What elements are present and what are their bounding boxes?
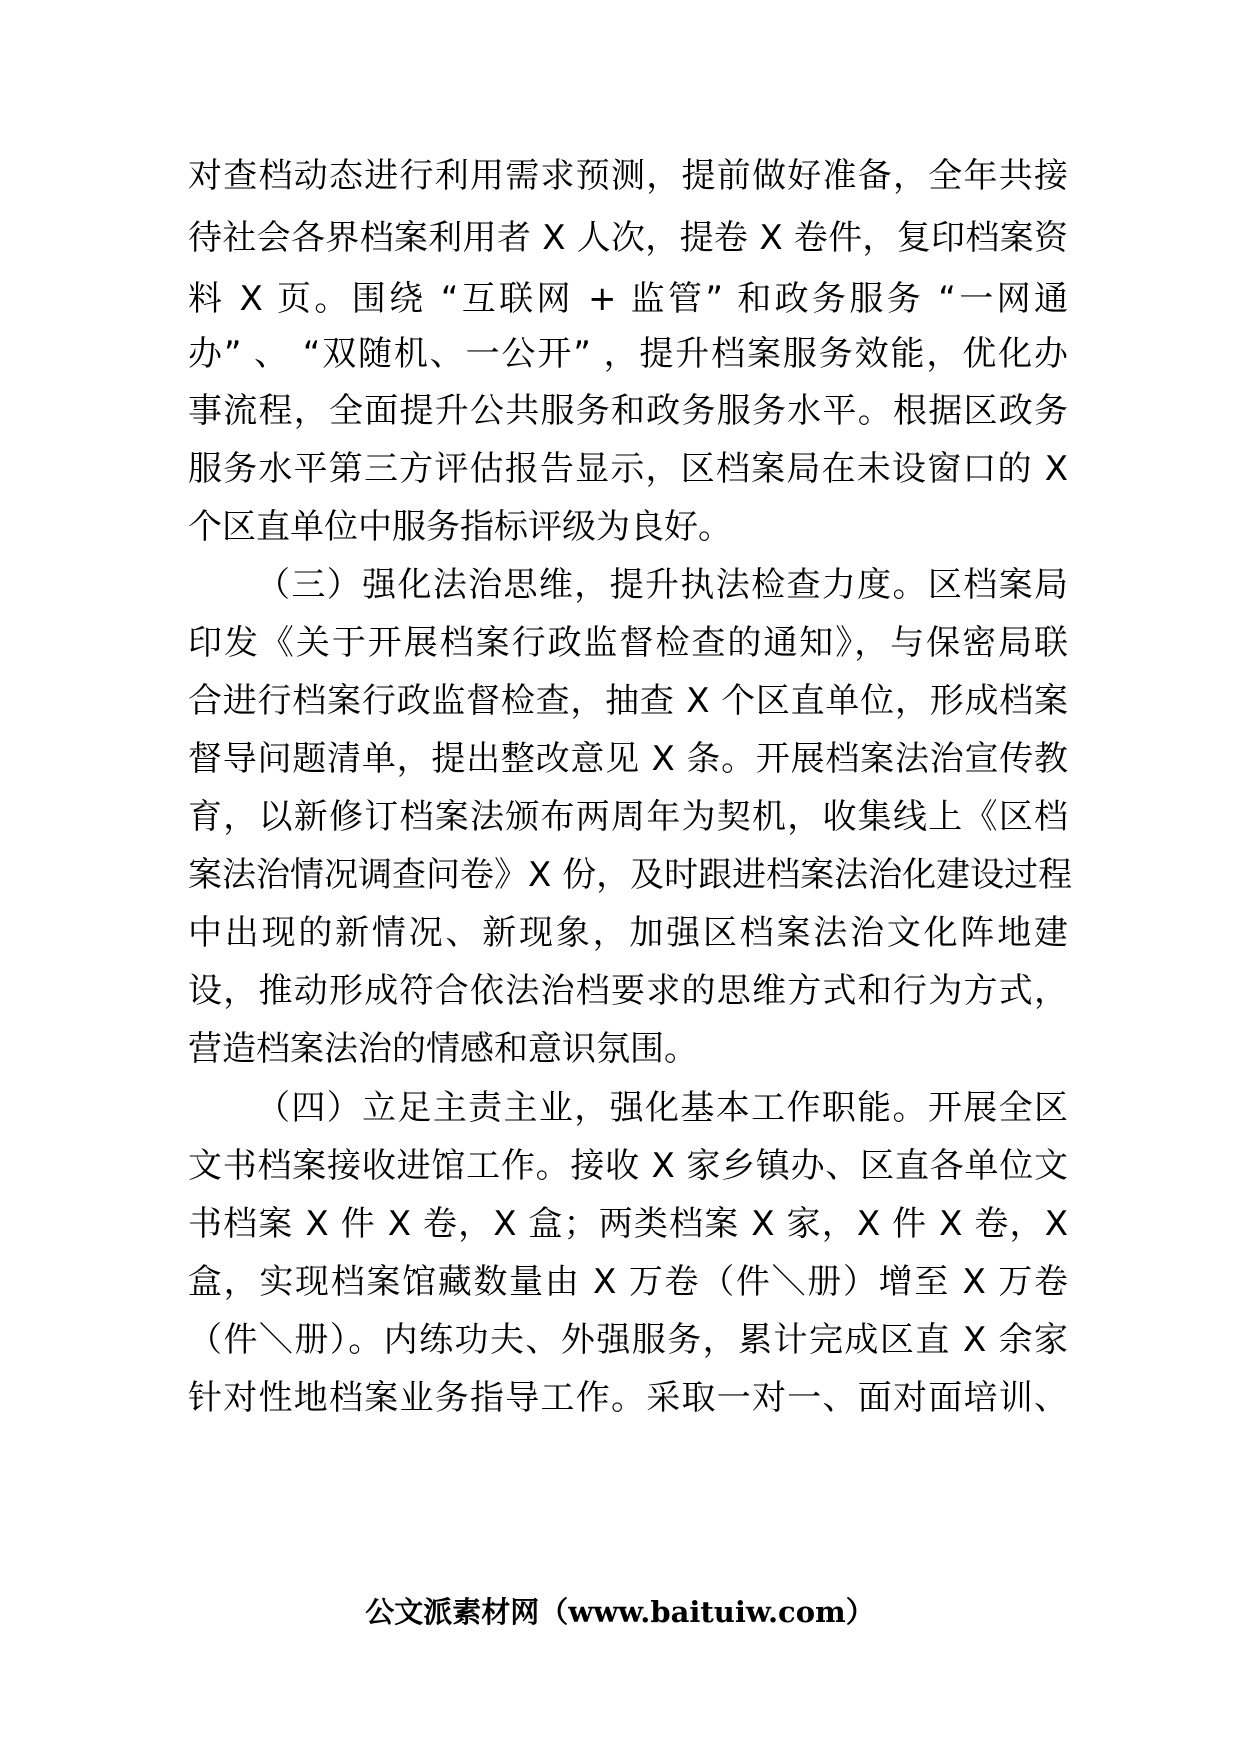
paragraph-3-line-5: （件＼册）。内练功夫、外强服务，累计完成区直 X 余家: [188, 1320, 1068, 1360]
paragraph-1-line-1: 对查档动态进行利用需求预测，提前做好准备，全年共接: [188, 156, 1068, 196]
paragraph-2-line-6: 案法治情况调查问卷》X 份，及时跟进档案法治化建设过程: [188, 855, 1073, 895]
paragraph-1-line-5: 事流程，全面提升公共服务和政务服务水平。根据区政务: [188, 391, 1068, 431]
paragraph-1-line-7: 个区直单位中服务指标评级为良好。: [188, 507, 732, 547]
paragraph-2-line-5: 育，以新修订档案法颁布两周年为契机，收集线上《区档: [188, 797, 1068, 837]
paragraph-3-line-4: 盒，实现档案馆藏数量由 X 万卷（件＼册）增至 X 万卷: [188, 1262, 1068, 1302]
paragraph-2-line-1: （三）强化法治思维，提升执法检查力度。区档案局: [256, 565, 1068, 605]
paragraph-2-line-2: 印发《关于开展档案行政监督检查的通知》，与保密局联: [188, 623, 1068, 663]
paragraph-2-line-4: 督导问题清单，提出整改意见 X 条。开展档案法治宣传教: [188, 739, 1068, 779]
footer-source-text: 公文派素材网（www.baituiw.com）: [365, 1595, 875, 1629]
paragraph-3-line-2: 文书档案接收进馆工作。接收 X 家乡镇办、区直各单位文: [188, 1146, 1068, 1186]
paragraph-1-line-2: 待社会各界档案利用者 X 人次，提卷 X 卷件，复印档案资: [188, 218, 1068, 258]
paragraph-1-line-6: 服务水平第三方评估报告显示，区档案局在未设窗口的 X: [188, 449, 1068, 489]
paragraph-2-line-8: 设，推动形成符合依法治档要求的思维方式和行为方式，: [188, 971, 1068, 1011]
paragraph-2-line-3: 合进行档案行政监督检查，抽查 X 个区直单位，形成档案: [188, 681, 1068, 721]
paragraph-3-line-3: 书档案 X 件 X 卷，X 盒；两类档案 X 家，X 件 X 卷，X: [188, 1204, 1068, 1244]
paragraph-3-line-6: 针对性地档案业务指导工作。采取一对一、面对面培训、: [188, 1378, 1068, 1418]
paragraph-2-line-7: 中出现的新情况、新现象，加强区档案法治文化阵地建: [188, 913, 1068, 953]
paragraph-2-line-9: 营造档案法治的情感和意识氛围。: [188, 1029, 698, 1069]
paragraph-1-line-4: 办” 、 “双随机、一公开” ，提升档案服务效能，优化办: [188, 334, 1068, 374]
paragraph-3-line-1: （四）立足主责主业，强化基本工作职能。开展全区: [256, 1088, 1068, 1128]
paragraph-1-line-3: 料 X 页。围绕 “互联网 + 监管” 和政务服务 “一网通: [188, 279, 1068, 319]
